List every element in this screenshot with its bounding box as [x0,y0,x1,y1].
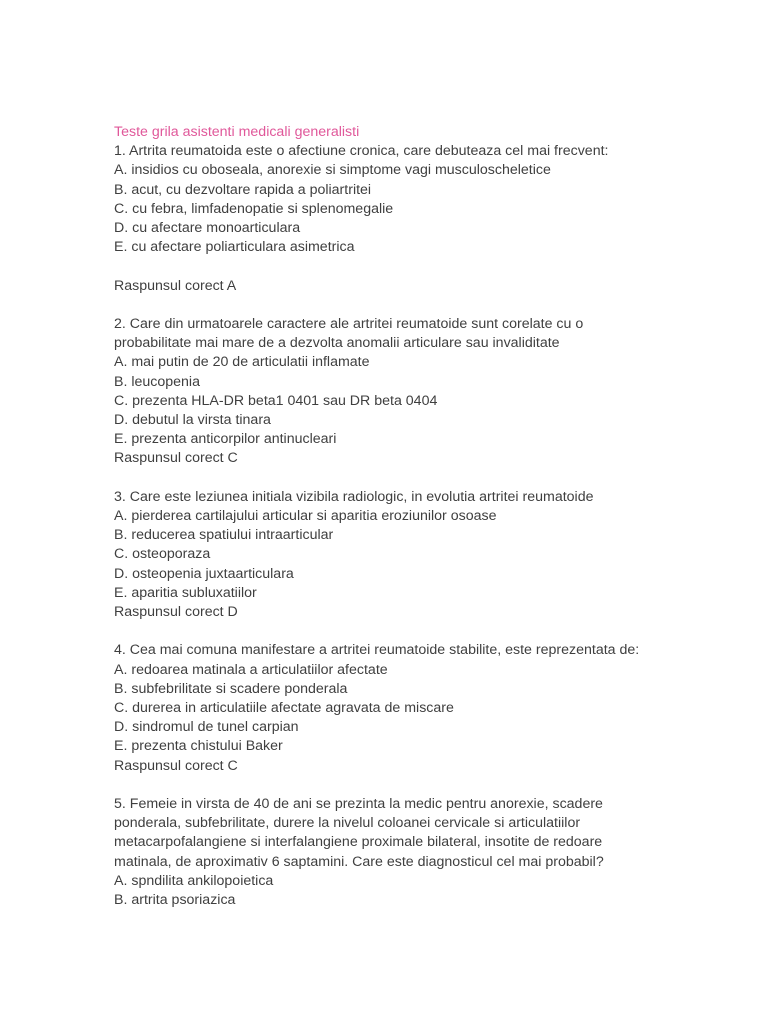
answer-option: B. subfebrilitate si scadere ponderala [114,680,348,697]
correct-answer: Raspunsul corect C [114,757,238,774]
answer-option: C. osteoporaza [114,546,211,563]
correct-answer: Raspunsul corect C [114,450,238,467]
answer-option: E. cu afectare poliarticulara asimetrica [114,239,355,256]
answer-option: D. osteopenia juxtaarticulara [114,565,294,582]
question-block [114,641,654,795]
question-text: 4. Cea mai comuna manifestare a artritei reumatoide stabilite, este reprezentata de: [114,642,640,659]
spacer [114,296,654,315]
answer-option: B. artrita psoriazica [114,892,236,909]
correct-answer: Raspunsul corect D [114,604,238,621]
answer-option: A. pierderea cartilajului articular si aparitia eroziunilor osoase [114,508,497,525]
question-block [114,795,654,910]
answer-option: D. cu afectare monoarticulara [114,220,301,237]
answer-option: B. reducerea spatiului intraarticular [114,527,334,544]
answer-option: E. prezenta chistului Baker [114,738,283,755]
answer-option: A. redoarea matinala a articulatiilor afectate [114,661,388,678]
question-block [114,142,654,315]
question-text: 2. Care din urmatoarele caractere ale artritei reumatoide sunt corelate cu o probabilitate mai mare de a dezvolta anomalii articulare sau invaliditate [114,316,584,352]
spacer [114,776,654,795]
answer-option: C. durerea in articulatiile afectate agravata de miscare [114,700,454,717]
question-block [114,488,654,642]
document-content [114,123,654,910]
answer-option: D. sindromul de tunel carpian [114,719,299,736]
question-text: 3. Care este leziunea initiala vizibila radiologic, in evolutia artritei reumatoide [114,488,594,505]
answer-option: E. aparitia subluxatiilor [114,584,257,601]
question-block [114,315,654,488]
answer-option: E. prezenta anticorpilor antinucleari [114,431,337,448]
spacer [114,469,654,488]
spacer [114,622,654,641]
answer-option: D. debutul la virsta tinara [114,412,271,429]
answer-option: A. mai putin de 20 de articulatii inflamate [114,354,370,371]
answer-option: C. prezenta HLA-DR beta1 0401 sau DR beta 0404 [114,392,438,409]
answer-option: A. spndilita ankilopoietica [114,872,274,889]
question-text: 5. Femeie in virsta de 40 de ani se prezinta la medic pentru anorexie, scadere ponderala, subfebrilitate, durere la nivelul coloanei cervicale si articulatiilor metacarpofalangiene si interfalangiene proximale bilateral, insotite de redoare matinala, de aproximativ 6 saptamini. Care este diagnosticul cel mai probabil? [114,796,604,870]
question-text: 1. Artrita reumatoida este o afectiune cronica, care debuteaza cel mai frecvent: [114,143,609,160]
document-title: Teste grila asistenti medicali generalisti [114,124,360,140]
answer-option: C. cu febra, limfadenopatie si splenomegalie [114,200,394,217]
answer-option: A. insidios cu oboseala, anorexie si simptome vagi musculoscheletice [114,162,551,179]
correct-answer: Raspunsul corect A [114,277,237,294]
spacer [114,257,654,276]
answer-option: B. leucopenia [114,373,200,390]
answer-option: B. acut, cu dezvoltare rapida a poliartritei [114,181,372,198]
